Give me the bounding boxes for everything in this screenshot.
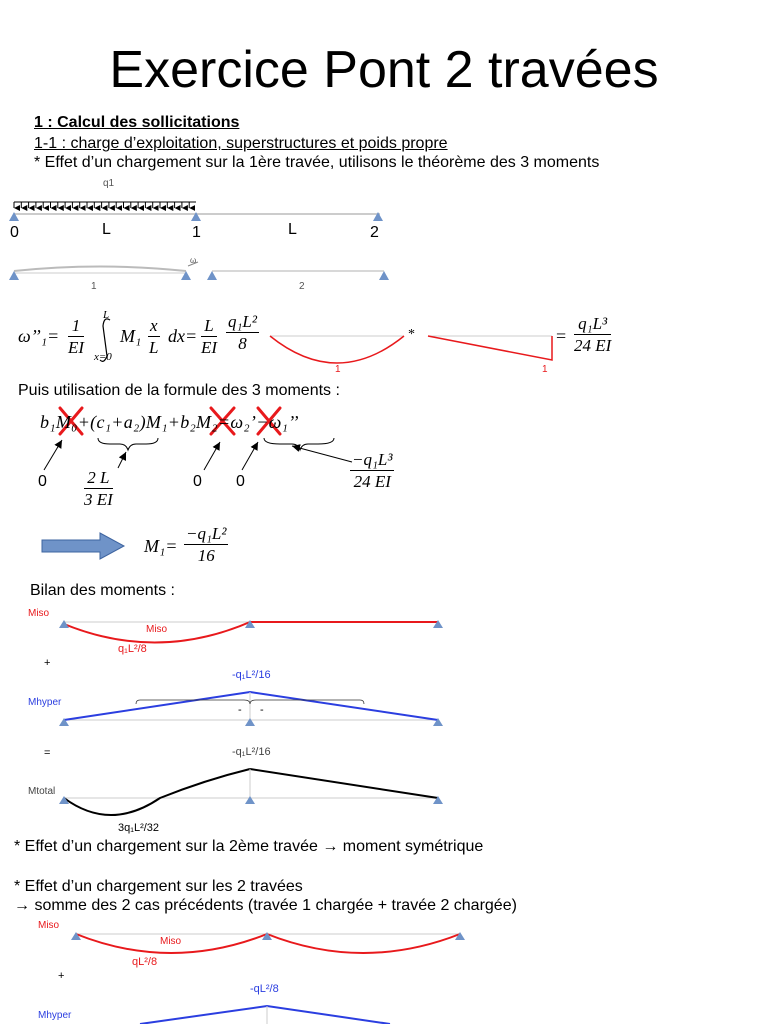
frac-q1L3-24EI: $\frac{\text{−q₁L³}}{24 EI}$ (352, 450, 393, 491)
effect-second-span: * Effet d’un chargement sur la 2ème travée → moment symétrique (14, 838, 484, 855)
eq1-frac2: $\frac{x}{L}$ (149, 316, 159, 357)
hyper-peak-label: -q₁L²/16 (232, 669, 271, 681)
bilan-iso-diagram (59, 620, 443, 643)
load-label: q1 (103, 178, 115, 189)
brace-c1a2 (98, 438, 158, 450)
zero-1: 0 (38, 473, 47, 490)
q1L2-8-label: q₁L²/8 (118, 643, 147, 655)
qL2-8-label: qL²/8 (132, 956, 158, 968)
eq1-frac4: $\frac{\text{q₁L²}}{8}$ (228, 312, 257, 353)
three-moment-intro: Puis utilisation de la formule des 3 moments : (18, 382, 340, 399)
eq1-star: * (408, 327, 415, 342)
bilan-total-diagram (59, 769, 443, 815)
equals-sign: = (44, 747, 51, 759)
int-upper: L (103, 309, 110, 321)
deflected-beam-figure (9, 262, 389, 280)
subsection-heading: 1-1 : charge d’exploitation, superstructures et poids propre (34, 135, 448, 152)
result-fraction: $\frac{\text{−q₁L²}}{16}$ (186, 524, 227, 565)
hyper2-peak-label: -qL²/8 (250, 983, 279, 995)
effect-first-span: * Effet d’un chargement sur la 1ère travée, utilisons le théorème des 3 moments (34, 154, 600, 171)
plus-sign: + (44, 657, 51, 669)
result-arrow (42, 533, 124, 559)
three-moment-equation: b₁M₀+(c₁+a₂)M₁+b₂M₂=ω₂’−ω₁’’ (40, 412, 299, 432)
eq1-m1: M₁ (120, 326, 142, 346)
bilan-hyper-diagram (59, 692, 443, 726)
mtotal-label: Mtotal (28, 786, 56, 797)
int-lower: x=0 (94, 351, 112, 363)
node-label-1: 1 (192, 224, 201, 241)
eq1-dx: dx= (168, 326, 198, 346)
plus-sign-2: + (58, 970, 65, 982)
miso-curve-label: Miso (146, 624, 168, 635)
node-label-2: 2 (370, 224, 379, 241)
total-low-label: 3q₁L²/32 (118, 822, 160, 834)
page-title: Exercice Pont 2 travées (109, 41, 659, 99)
miso2-label: Miso (38, 920, 60, 931)
bilan-heading: Bilan des moments : (30, 582, 175, 599)
zero-2: 0 (193, 473, 202, 490)
bilan2-hyper-diagram (140, 1006, 390, 1024)
moment-triangle-figure (428, 336, 552, 360)
minus-right: - (260, 704, 264, 716)
eq1-frac3: $\frac{L}{EI}$ (201, 316, 218, 357)
omega-label: ω (190, 256, 197, 265)
moment-parabola-figure (270, 336, 404, 363)
frac-2L-3EI: $\frac{2 L}{3 EI}$ (84, 468, 113, 509)
bilan2-iso-diagram (71, 932, 465, 953)
eq1-equals: = (556, 326, 567, 346)
miso2-curve-label: Miso (160, 936, 182, 947)
eq1-frac5: $\frac{\text{q₁L³}}{24 EI}$ (574, 314, 612, 355)
eq1-lhs: ω’’₁= (18, 326, 60, 346)
zero-3: 0 (236, 473, 245, 490)
minus-left: - (238, 704, 242, 716)
span-label-1: L (102, 221, 111, 238)
parabola-label: 1 (335, 364, 341, 375)
total-peak-label: -q₁L²/16 (232, 746, 271, 758)
section-heading: 1 : Calcul des sollicitations (34, 114, 240, 131)
miso-label: Miso (28, 608, 50, 619)
deflected-span-1: 1 (91, 281, 97, 292)
result-lhs: M₁= (144, 536, 178, 556)
sum-of-cases: → somme des 2 cas précédents (travée 1 chargée + travée 2 chargée) (14, 897, 517, 914)
loaded-beam-figure (9, 202, 383, 221)
node-label-0: 0 (10, 224, 19, 241)
eq1-frac1: $\frac{1}{EI}$ (68, 316, 85, 357)
mhyper-label: Mhyper (28, 697, 62, 708)
effect-both-spans: * Effet d’un chargement sur les 2 travées (14, 878, 303, 895)
mhyper2-label: Mhyper (38, 1010, 72, 1021)
deflected-span-2: 2 (299, 281, 305, 292)
triangle-label: 1 (542, 364, 548, 375)
span-label-2: L (288, 221, 297, 238)
